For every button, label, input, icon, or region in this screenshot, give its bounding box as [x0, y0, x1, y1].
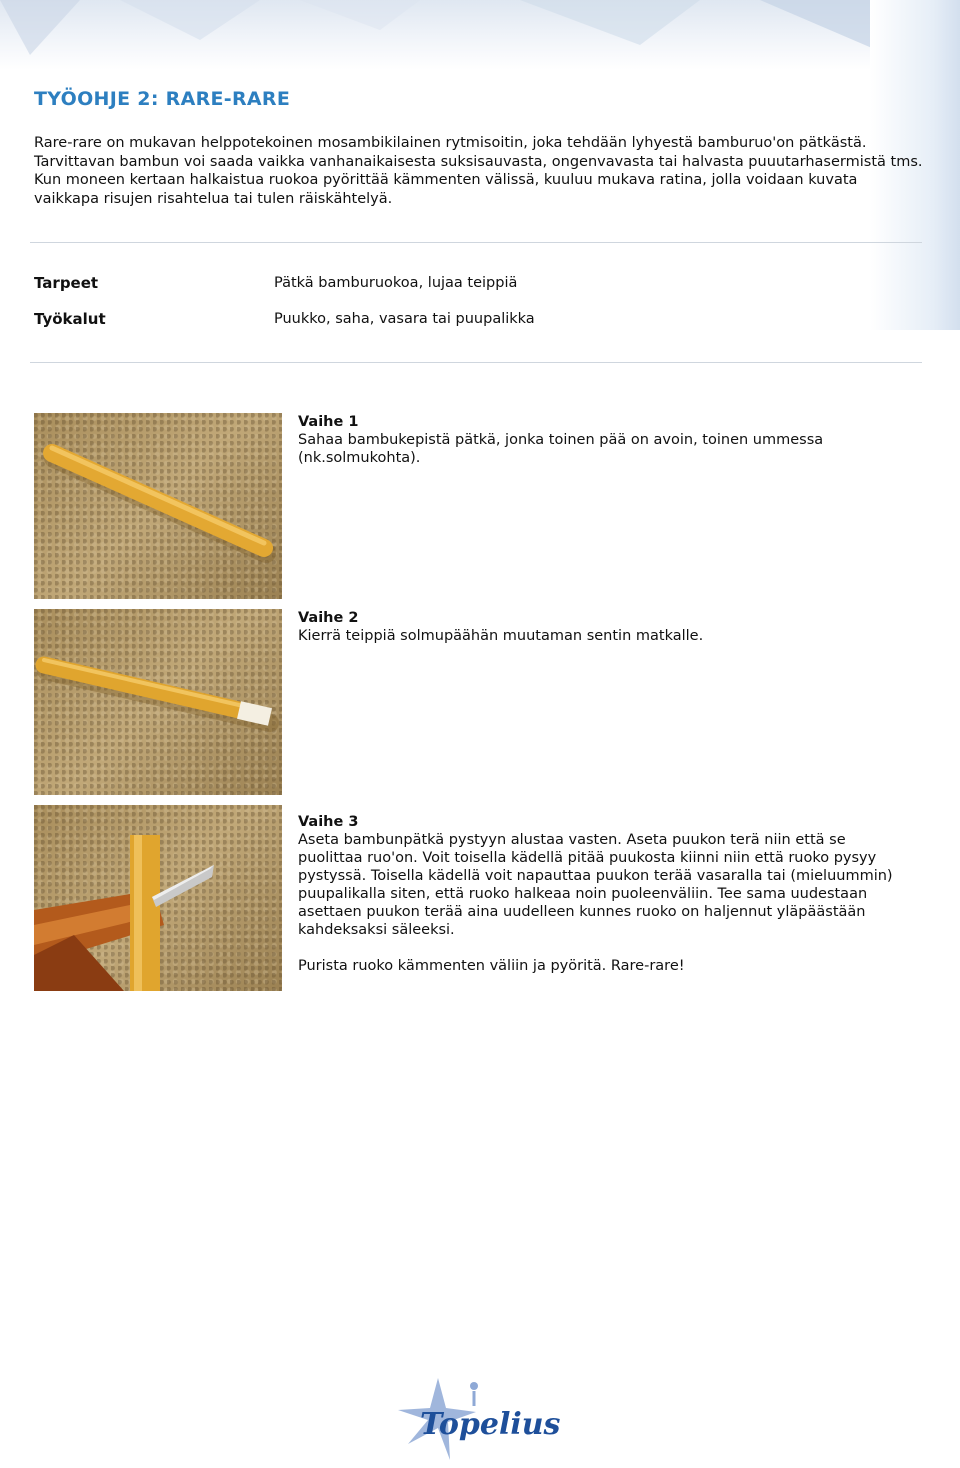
step-3-title: Vaihe 3 — [298, 814, 359, 830]
page-title: TYÖOHJE 2: RARE-RARE — [34, 88, 291, 110]
step-1-text: Sahaa bambukepistä pätkä, jonka toinen pää on avoin, toinen ummessa (nk.solmukohta). — [298, 432, 824, 466]
step-2-title: Vaihe 2 — [298, 610, 359, 626]
tyokalut-label: Työkalut — [34, 310, 106, 328]
tyokalut-value: Puukko, saha, vasara tai puupalikka — [274, 311, 535, 327]
header-decoration — [0, 0, 960, 70]
step-2 — [298, 609, 898, 645]
divider — [30, 362, 922, 363]
logo-text: Topelius — [420, 1407, 560, 1442]
topelius-logo — [398, 1376, 560, 1462]
step-3 — [298, 813, 898, 975]
step-1-title: Vaihe 1 — [298, 414, 359, 430]
step-2-text: Kierrä teippiä solmupäähän muutaman sentin matkalle. — [298, 628, 704, 644]
step-3-photo — [34, 805, 282, 991]
divider — [30, 242, 922, 243]
tarpeet-label: Tarpeet — [34, 274, 99, 292]
step-1-photo — [34, 413, 282, 599]
step-1 — [298, 413, 898, 467]
tarpeet-value: Pätkä bamburuokoa, lujaa teippiä — [274, 275, 518, 291]
step-3-text: Aseta bambunpätkä pystyyn alustaa vasten. Aseta puukon terä niin että se puolittaa ruo'on. Voit toisella kädellä pitää puukosta kiinni niin että ruoko pysyy pystyssä. Toisella kädellä voit napauttaa puukon terää vasaralla tai (mieluummin) puupalikalla siten, että ruoko halkeaa noin puoleenväliin. Tee sama uudestaan asettaen puukon terää aina uudelleen kunnes ruoko on haljennut yläpäästään kahdeksaksi säleeksi. — [298, 832, 893, 938]
closing-text: Purista ruoko kämmenten väliin ja pyöritä. Rare-rare! — [298, 958, 685, 974]
intro-paragraph: Rare-rare on mukavan helppotekoinen mosambikilainen rytmisoitin, joka tehdään lyhyestä bamburuo'on pätkästä. Tarvittavan bambun voi saada vaikka vanhanaikaisesta suksisauvasta, ongenvavasta tai halvasta puuutarhasermistä tms. Kun moneen kertaan halkaistua ruokoa pyörittää kämmenten välissä, kuuluu mukava ratina, jolla voidaan kuvata vaikkapa risujen risahtelua tai tulen räiskähtelyä. — [34, 135, 923, 207]
step-2-photo — [34, 609, 282, 795]
